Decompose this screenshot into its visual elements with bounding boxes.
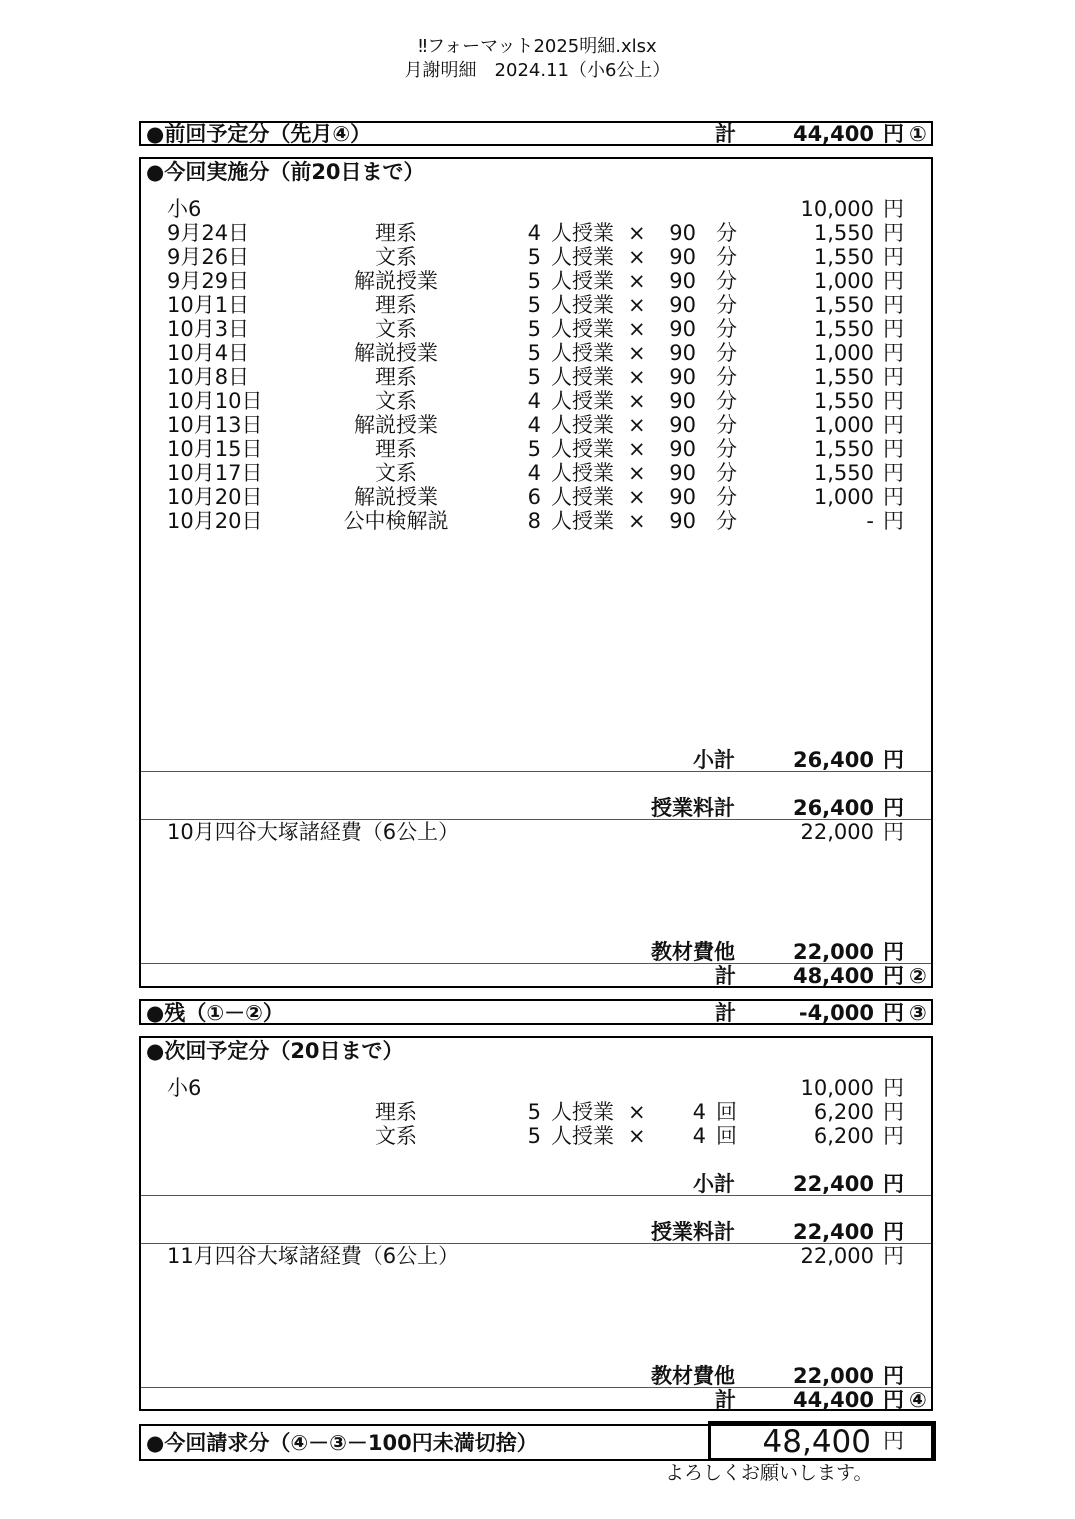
row-subject: 解説授業: [354, 485, 438, 509]
current-materials-label: 教材費他: [651, 940, 735, 964]
file-title: ‼フォーマット2025明細.xlsx: [418, 36, 657, 57]
current-tuition-yen: 円: [883, 796, 904, 820]
row-times: ×: [628, 413, 646, 437]
row-count: 4: [527, 221, 541, 245]
invoice-amount: 48,400: [762, 1424, 871, 1460]
current-section: [139, 157, 933, 988]
row-count: 4: [527, 389, 541, 413]
row-yen: 円: [883, 485, 904, 509]
current-total-yen: 円: [883, 964, 904, 988]
row-amount: 1,550: [813, 389, 874, 413]
next-grade-amount: 10,000: [800, 1076, 874, 1100]
row-yen: 円: [883, 1100, 904, 1124]
row-times: ×: [628, 437, 646, 461]
next-section: [139, 1036, 933, 1411]
row-amount: 1,000: [813, 269, 874, 293]
row-minutes: 90: [669, 317, 696, 341]
row-type: 人授業: [551, 245, 614, 269]
row-date: 9月29日: [167, 269, 250, 293]
current-expense-yen: 円: [883, 820, 904, 844]
row-times: ×: [628, 389, 646, 413]
row-subject: 公中検解説: [343, 509, 449, 533]
next-materials-yen: 円: [883, 1364, 904, 1388]
row-sessions: 4: [692, 1100, 706, 1124]
next-expense-value: 22,000: [800, 1244, 874, 1268]
next-tuition-label: 授業料計: [651, 1220, 735, 1244]
row-times: ×: [628, 269, 646, 293]
table-row: [141, 437, 931, 461]
row-unit: 回: [716, 1124, 737, 1148]
row-unit: 分: [716, 485, 737, 509]
row-type: 人授業: [551, 317, 614, 341]
table-row: [141, 389, 931, 413]
current-total-label: 計: [715, 964, 736, 988]
next-total-mark: ④: [909, 1388, 927, 1412]
row-date: 10月17日: [167, 461, 263, 485]
row-unit: 分: [716, 245, 737, 269]
row-minutes: 90: [669, 269, 696, 293]
row-count: 5: [527, 245, 541, 269]
row-date: 10月1日: [167, 293, 250, 317]
row-subject: 解説授業: [354, 413, 438, 437]
balance-section: [139, 999, 933, 1025]
current-expense-value: 22,000: [800, 820, 874, 844]
prev-yen: 円: [883, 122, 904, 146]
table-row: [141, 221, 931, 245]
balance-total-label: 計: [715, 1001, 736, 1025]
row-minutes: 90: [669, 509, 696, 533]
row-type: 人授業: [551, 1124, 614, 1148]
row-times: ×: [628, 317, 646, 341]
row-amount: 1,000: [813, 341, 874, 365]
row-amount: 1,000: [813, 485, 874, 509]
next-total-yen: 円: [883, 1388, 904, 1412]
row-type: 人授業: [551, 1100, 614, 1124]
next-section-title: ●次回予定分（20日まで）: [146, 1039, 404, 1063]
row-minutes: 90: [669, 341, 696, 365]
current-expense-label: 10月四谷大塚諸経費（6公上）: [167, 820, 460, 844]
table-row: [141, 341, 931, 365]
next-expense-label: 11月四谷大塚諸経費（6公上）: [167, 1244, 460, 1268]
row-unit: 分: [716, 365, 737, 389]
document-subtitle: 月謝明細 2024.11（小6公上）: [404, 60, 671, 81]
row-amount: 6,200: [813, 1124, 874, 1148]
next-expense-yen: 円: [883, 1244, 904, 1268]
current-materials-value: 22,000: [792, 940, 874, 964]
current-section-title: ●今回実施分（前20日まで）: [146, 160, 425, 184]
table-row: [141, 413, 931, 437]
row-times: ×: [628, 365, 646, 389]
row-minutes: 90: [669, 437, 696, 461]
row-minutes: 90: [669, 413, 696, 437]
row-type: 人授業: [551, 437, 614, 461]
row-subject: 文系: [375, 461, 417, 485]
row-type: 人授業: [551, 293, 614, 317]
row-subject: 文系: [375, 389, 417, 413]
row-yen: 円: [883, 245, 904, 269]
table-row: [141, 317, 931, 341]
row-yen: 円: [883, 269, 904, 293]
row-count: 6: [527, 485, 541, 509]
row-amount: 1,550: [813, 365, 874, 389]
row-subject: 理系: [375, 293, 417, 317]
row-count: 4: [527, 413, 541, 437]
prev-total-value: 44,400: [792, 122, 874, 146]
next-materials-label: 教材費他: [651, 1364, 735, 1388]
row-amount: -: [866, 509, 874, 533]
row-subject: 解説授業: [354, 341, 438, 365]
next-subtotal-label: 小計: [693, 1172, 735, 1196]
row-unit: 分: [716, 437, 737, 461]
divider-line: [141, 771, 931, 772]
row-unit: 分: [716, 413, 737, 437]
invoice-section-title: ●今回請求分（④－③－100円未満切捨）: [146, 1431, 538, 1455]
row-subject: 文系: [375, 245, 417, 269]
row-subject: 理系: [375, 221, 417, 245]
row-date: 10月4日: [167, 341, 250, 365]
row-type: 人授業: [551, 389, 614, 413]
row-date: 9月26日: [167, 245, 250, 269]
row-date: 9月24日: [167, 221, 250, 245]
row-unit: 分: [716, 389, 737, 413]
row-yen: 円: [883, 461, 904, 485]
divider-line: [141, 1195, 931, 1196]
current-tuition-label: 授業料計: [651, 796, 735, 820]
next-total-label: 計: [715, 1388, 736, 1412]
row-times: ×: [628, 245, 646, 269]
next-total-value: 44,400: [792, 1388, 874, 1412]
row-type: 人授業: [551, 365, 614, 389]
row-count: 5: [527, 269, 541, 293]
row-subject: 文系: [375, 1124, 417, 1148]
current-grade-amount: 10,000: [800, 197, 874, 221]
row-date: 10月20日: [167, 485, 263, 509]
row-amount: 1,000: [813, 413, 874, 437]
row-times: ×: [628, 1124, 646, 1148]
balance-section-title: ●残（①－②）: [146, 1001, 284, 1025]
table-row: [141, 245, 931, 269]
row-amount: 1,550: [813, 461, 874, 485]
next-grade-yen: 円: [883, 1076, 904, 1100]
balance-total-value: -4,000: [798, 1001, 874, 1025]
row-count: 5: [527, 1124, 541, 1148]
closing-note: よろしくお願いします。: [665, 1462, 873, 1484]
row-count: 5: [527, 365, 541, 389]
row-type: 人授業: [551, 269, 614, 293]
row-count: 8: [527, 509, 541, 533]
row-date: 10月10日: [167, 389, 263, 413]
table-row: [141, 509, 931, 533]
row-type: 人授業: [551, 413, 614, 437]
table-row: [141, 1124, 931, 1148]
row-times: ×: [628, 461, 646, 485]
row-date: 10月13日: [167, 413, 263, 437]
row-subject: 文系: [375, 317, 417, 341]
balance-yen: 円: [883, 1001, 904, 1025]
row-date: 10月20日: [167, 509, 263, 533]
row-type: 人授業: [551, 461, 614, 485]
row-unit: 回: [716, 1100, 737, 1124]
row-count: 5: [527, 293, 541, 317]
current-subtotal-yen: 円: [883, 748, 904, 772]
current-subtotal-value: 26,400: [792, 748, 874, 772]
table-row: [141, 365, 931, 389]
next-subtotal-yen: 円: [883, 1172, 904, 1196]
row-unit: 分: [716, 461, 737, 485]
current-tuition-value: 26,400: [792, 796, 874, 820]
row-amount: 6,200: [813, 1100, 874, 1124]
row-yen: 円: [883, 1124, 904, 1148]
row-count: 5: [527, 1100, 541, 1124]
row-subject: 理系: [375, 365, 417, 389]
row-yen: 円: [883, 341, 904, 365]
row-type: 人授業: [551, 509, 614, 533]
row-amount: 1,550: [813, 317, 874, 341]
table-row: [141, 269, 931, 293]
current-materials-yen: 円: [883, 940, 904, 964]
row-amount: 1,550: [813, 293, 874, 317]
row-minutes: 90: [669, 461, 696, 485]
row-minutes: 90: [669, 389, 696, 413]
row-times: ×: [628, 341, 646, 365]
row-minutes: 90: [669, 221, 696, 245]
row-count: 5: [527, 341, 541, 365]
row-type: 人授業: [551, 341, 614, 365]
row-type: 人授業: [551, 485, 614, 509]
row-unit: 分: [716, 509, 737, 533]
table-row: [141, 1100, 931, 1124]
row-times: ×: [628, 293, 646, 317]
row-yen: 円: [883, 509, 904, 533]
row-times: ×: [628, 485, 646, 509]
row-yen: 円: [883, 365, 904, 389]
row-unit: 分: [716, 269, 737, 293]
row-yen: 円: [883, 413, 904, 437]
table-row: [141, 485, 931, 509]
next-materials-value: 22,000: [792, 1364, 874, 1388]
row-yen: 円: [883, 389, 904, 413]
table-row: [141, 293, 931, 317]
row-unit: 分: [716, 221, 737, 245]
row-minutes: 90: [669, 485, 696, 509]
prev-total-label: 計: [715, 122, 736, 146]
row-date: 10月3日: [167, 317, 250, 341]
current-total-value: 48,400: [792, 964, 874, 988]
row-minutes: 90: [669, 293, 696, 317]
row-subject: 解説授業: [354, 269, 438, 293]
row-count: 5: [527, 317, 541, 341]
next-tuition-yen: 円: [883, 1220, 904, 1244]
row-amount: 1,550: [813, 245, 874, 269]
invoice-yen: 円: [883, 1429, 904, 1453]
row-yen: 円: [883, 221, 904, 245]
row-amount: 1,550: [813, 221, 874, 245]
prev-section: [139, 121, 933, 146]
row-date: 10月15日: [167, 437, 263, 461]
next-grade-label: 小6: [167, 1076, 202, 1100]
row-times: ×: [628, 509, 646, 533]
row-minutes: 90: [669, 245, 696, 269]
row-sessions: 4: [692, 1124, 706, 1148]
next-tuition-value: 22,400: [792, 1220, 874, 1244]
row-amount: 1,550: [813, 437, 874, 461]
current-subtotal-label: 小計: [693, 748, 735, 772]
row-subject: 理系: [375, 437, 417, 461]
row-count: 5: [527, 437, 541, 461]
current-grade-label: 小6: [167, 197, 202, 221]
prev-mark: ①: [909, 122, 927, 146]
next-subtotal-value: 22,400: [792, 1172, 874, 1196]
table-row: [141, 461, 931, 485]
row-times: ×: [628, 1100, 646, 1124]
balance-mark: ③: [909, 1001, 927, 1025]
row-yen: 円: [883, 437, 904, 461]
row-unit: 分: [716, 341, 737, 365]
row-unit: 分: [716, 293, 737, 317]
invoice-amount-box: [708, 1421, 936, 1461]
prev-section-title: ●前回予定分（先月④）: [146, 122, 372, 146]
row-minutes: 90: [669, 365, 696, 389]
current-grade-yen: 円: [883, 197, 904, 221]
row-unit: 分: [716, 317, 737, 341]
row-times: ×: [628, 221, 646, 245]
row-type: 人授業: [551, 221, 614, 245]
current-total-mark: ②: [909, 964, 927, 988]
row-subject: 理系: [375, 1100, 417, 1124]
row-yen: 円: [883, 317, 904, 341]
row-count: 4: [527, 461, 541, 485]
row-yen: 円: [883, 293, 904, 317]
row-date: 10月8日: [167, 365, 250, 389]
